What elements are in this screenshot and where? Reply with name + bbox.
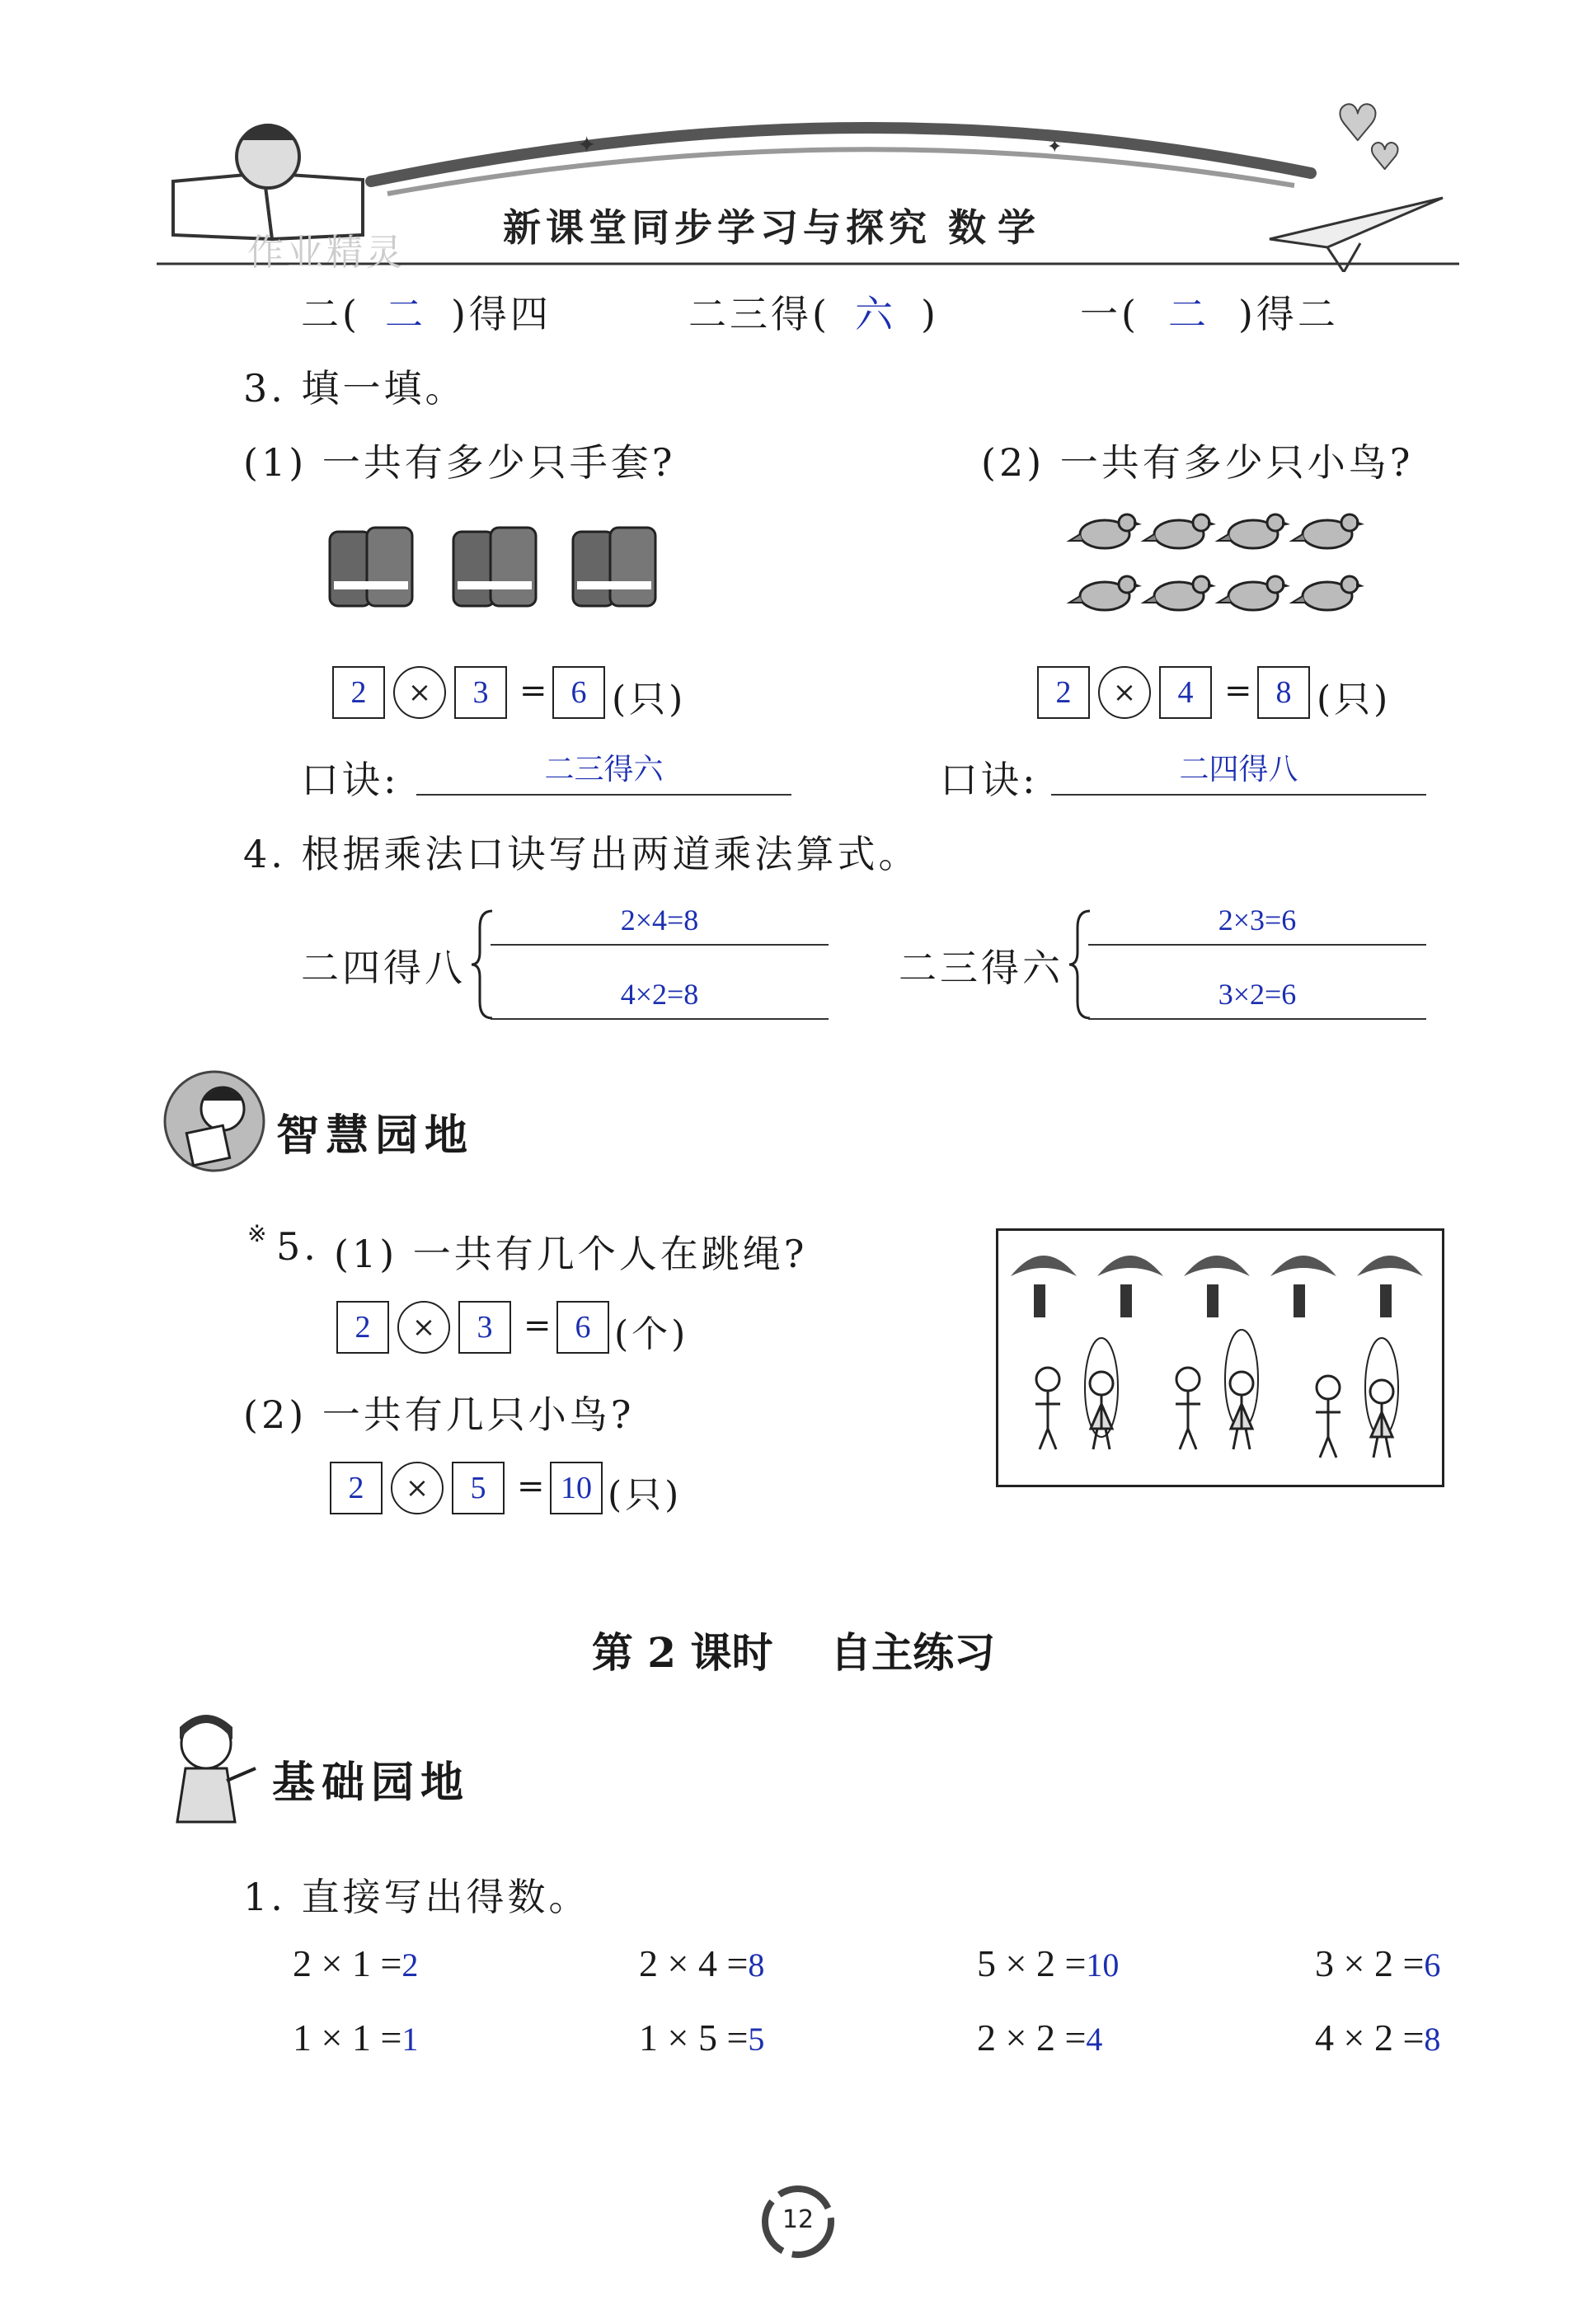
equation-line[interactable] (1088, 1018, 1426, 1020)
children-pair-2 (1176, 1330, 1258, 1449)
equals-sign: = (519, 672, 547, 710)
birds-illustration (1063, 507, 1369, 631)
result-box[interactable]: 8 (1257, 666, 1310, 719)
bird-icon (1143, 514, 1216, 548)
factor-box[interactable]: 2 (330, 1462, 383, 1514)
bird-icon (1218, 514, 1290, 548)
bird-icon (1069, 576, 1142, 610)
equation-line[interactable] (491, 944, 829, 946)
unit-label: (只) (612, 678, 687, 721)
bird-icon (1143, 576, 1216, 610)
result-box[interactable]: 10 (550, 1462, 603, 1514)
q3-title: 3. 填一填。 (243, 366, 467, 411)
rhyme-answer-1: 二三得六 (544, 753, 664, 786)
operator-circle[interactable]: × (391, 1462, 444, 1514)
wisdom-section-title: 智慧园地 (276, 1111, 475, 1161)
unit-label: (个) (614, 1313, 689, 1355)
calc-item: 5 × 2 =10 (977, 1942, 1120, 1984)
svg-text:✦: ✦ (1047, 137, 1063, 157)
page-number: 12 (782, 2205, 815, 2234)
top-line-a: 二( 二 )得四 (301, 284, 552, 339)
bird-icon (1292, 514, 1364, 548)
page-header (157, 82, 1459, 272)
lesson-title: 第 2 课时 自主练习 (591, 1628, 996, 1677)
equation-line[interactable] (491, 1018, 829, 1020)
glove-pair-icon (573, 528, 655, 606)
calc-item: 1 × 5 =5 (639, 2016, 765, 2059)
rhyme-line-1[interactable] (416, 794, 791, 796)
q5-part1-question: (1) 一共有几个人在跳绳? (334, 1232, 808, 1276)
watermark: 作业精灵 (247, 232, 406, 274)
calc-item: 4 × 2 =8 (1315, 2016, 1441, 2059)
girl-pointing-icon (157, 1702, 272, 1826)
jump-rope-picture (996, 1228, 1444, 1487)
answer-a: 二 (384, 293, 426, 336)
basic-section-header (157, 1702, 569, 1826)
q4-left-eq1: 2×4=8 (620, 904, 699, 937)
q4-title: 4. 根据乘法口诀写出两道乘法算式。 (243, 832, 920, 876)
q4-right-rhyme: 二三得六 (899, 946, 1063, 990)
q4-right-eq2: 3×2=6 (1218, 978, 1297, 1011)
result-box[interactable]: 6 (552, 666, 605, 719)
factor-box[interactable]: 2 (332, 666, 385, 719)
svg-text:✦: ✦ (577, 131, 597, 158)
factor-box[interactable]: 2 (336, 1301, 389, 1354)
bird-icon (1292, 576, 1364, 610)
rhyme-label-2: 口诀: (940, 758, 1039, 802)
unit-label: (只) (1317, 678, 1392, 721)
result-box[interactable]: 6 (556, 1301, 609, 1354)
operator-circle[interactable]: × (397, 1301, 450, 1354)
factor-box[interactable]: 3 (454, 666, 507, 719)
q4-left-rhyme: 二四得八 (301, 946, 466, 990)
rhyme-answer-2: 二四得八 (1179, 753, 1298, 786)
answer-b: 六 (854, 293, 896, 336)
svg-text:♥: ♥ (1369, 136, 1402, 178)
bird-icon (1069, 514, 1142, 548)
gloves-illustration (326, 519, 680, 618)
header-subject: 数学 (948, 205, 1047, 250)
q5-number: 5. (276, 1224, 319, 1269)
page-number-badge (757, 2181, 839, 2263)
calc-item: 2 × 1 =2 (293, 1942, 419, 1984)
equals-sign: = (524, 1307, 552, 1345)
q5-mark: ※ (247, 1220, 267, 1247)
top-line-b: 二三得( 六 ) (688, 284, 939, 339)
equation-line[interactable] (1088, 944, 1426, 946)
basic-section-title: 基础园地 (272, 1758, 471, 1808)
equals-sign: = (517, 1467, 545, 1505)
q1-title: 1. 直接写出得数。 (243, 1875, 590, 1919)
children-pair-1 (1035, 1338, 1118, 1449)
tree-row (1011, 1256, 1423, 1317)
header-title: 新课堂同步学习与探究 (503, 205, 932, 250)
calc-item: 2 × 4 =8 (639, 1942, 765, 1984)
unit-label: (只) (608, 1474, 683, 1516)
wisdom-section-header (157, 1063, 569, 1187)
boy-reading-icon (157, 1063, 280, 1187)
rhyme-label-1: 口诀: (301, 758, 400, 802)
calc-item: 3 × 2 =6 (1315, 1942, 1441, 1984)
svg-text:♥: ♥ (1336, 95, 1380, 153)
q3-part1-question: (1) 一共有多少只手套? (243, 440, 676, 485)
children-pair-3 (1316, 1338, 1398, 1458)
calc-item: 1 × 1 =1 (293, 2016, 419, 2059)
top-line-c: 一( 二 )得二 (1080, 284, 1339, 339)
answer-c: 二 (1167, 293, 1209, 336)
q4-left-eq2: 4×2=8 (620, 978, 699, 1011)
glove-pair-icon (453, 528, 536, 606)
glove-pair-icon (330, 528, 412, 606)
operator-circle[interactable]: × (1098, 666, 1151, 719)
factor-box[interactable]: 4 (1159, 666, 1212, 719)
q3-part2-question: (2) 一共有多少只小鸟? (981, 440, 1414, 485)
q5-part2-question: (2) 一共有几只小鸟? (243, 1392, 635, 1437)
operator-circle[interactable]: × (393, 666, 446, 719)
equals-sign: = (1224, 672, 1252, 710)
calc-item: 2 × 2 =4 (977, 2016, 1103, 2059)
bird-icon (1218, 576, 1290, 610)
rhyme-line-2[interactable] (1051, 794, 1426, 796)
factor-box[interactable]: 3 (458, 1301, 511, 1354)
q4-right-eq1: 2×3=6 (1218, 904, 1297, 937)
factor-box[interactable]: 2 (1037, 666, 1090, 719)
factor-box[interactable]: 5 (452, 1462, 505, 1514)
